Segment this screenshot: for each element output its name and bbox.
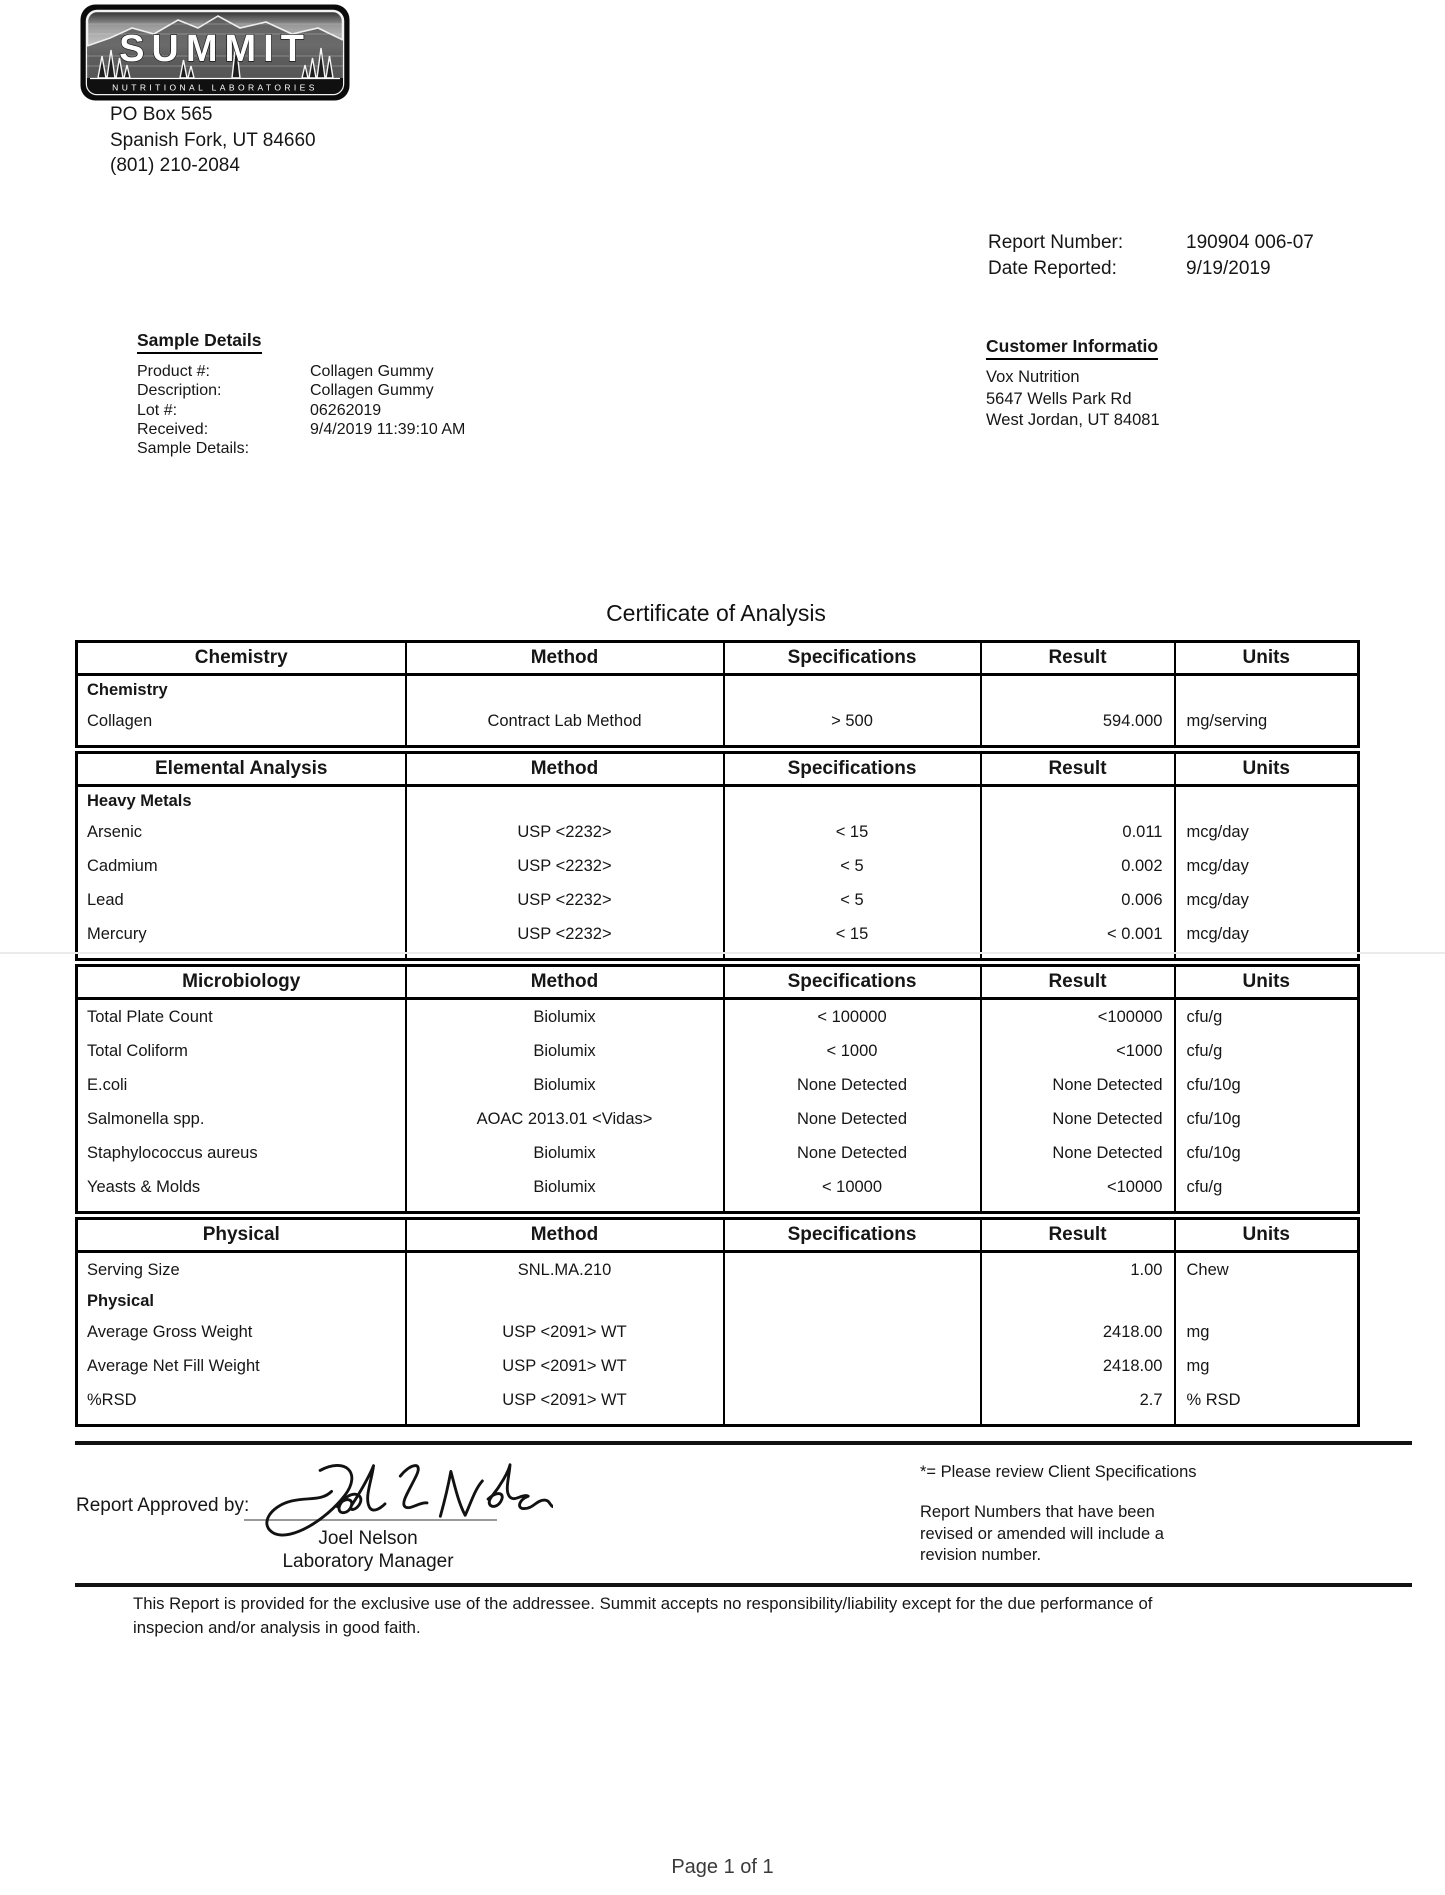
cell-param: Total Plate Count [87,1007,213,1026]
cell-units: cfu/10g [1175,1136,1359,1170]
cell-units: cfu/g [1175,999,1359,1035]
customer-information-section [986,336,1160,432]
cell-units: cfu/g [1175,1170,1359,1204]
spacer-cell [724,1204,981,1213]
cell-result: 0.002 [981,849,1175,883]
sample-details-title: Sample Details [137,330,262,354]
cell-spec: < 10000 [724,1170,981,1204]
report-number-label: Report Number: [988,232,1124,253]
category-row [77,1287,1359,1315]
field-value: Collagen Gummy [310,363,434,380]
spacer-cell [724,1417,981,1426]
signer-title: Laboratory Manager [282,1551,454,1572]
cell-spec: > 500 [724,704,981,738]
coa-table [75,640,1357,1430]
cell-param: Average Gross Weight [87,1322,253,1341]
cell-method: USP <2091> WT [406,1315,724,1349]
spacer-cell [406,1417,724,1426]
result-row [77,883,1359,917]
cell-method: Biolumix [406,999,724,1035]
sample-field [137,420,465,439]
spacer-cell [406,1204,724,1213]
cell-result [981,1287,1175,1315]
column-header: Units [1175,642,1359,675]
cell-units: % RSD [1175,1383,1359,1417]
cell-spec: < 5 [724,849,981,883]
cell-method: Biolumix [406,1034,724,1068]
cell-units: mcg/day [1175,849,1359,883]
divider-rule [75,1441,1412,1445]
field-label: Description: [137,382,222,400]
cell-method: USP <2232> [406,815,724,849]
field-label: Product #: [137,363,210,380]
cell-param: Total Coliform [87,1041,188,1060]
sample-field [137,381,465,400]
column-header: Units [1175,753,1359,786]
header-row [77,966,1359,999]
cell-result: <10000 [981,1170,1175,1204]
header-row [77,753,1359,786]
scan-artifact-line [0,952,1445,954]
cell-result: <1000 [981,1034,1175,1068]
revision-note-line: Report Numbers that have been [920,1503,1155,1521]
cell-units: Chew [1175,1252,1359,1288]
cell-result: 2.7 [981,1383,1175,1417]
result-row [77,1068,1359,1102]
result-row [77,1252,1359,1288]
cell-spec: None Detected [724,1136,981,1170]
address-line: Spanish Fork, UT 84660 [110,129,316,151]
spacer-cell [1175,1417,1359,1426]
cell-units [1175,675,1359,705]
cell-method: Biolumix [406,1170,724,1204]
disclaimer-line: This Report is provided for the exclusive use of the addressee. Summit accepts no responsibility/liability except for the due performance of [133,1594,1153,1613]
cell-param: Salmonella spp. [87,1109,205,1128]
date-reported-label: Date Reported: [988,258,1117,279]
result-row [77,1315,1359,1349]
section-name-header: Elemental Analysis [77,753,406,786]
spacer-cell [724,738,981,747]
revision-note-line: revised or amended will include a [920,1524,1164,1543]
cell-param: Chemistry [87,680,168,699]
cell-method: USP <2091> WT [406,1383,724,1417]
cell-spec: < 1000 [724,1034,981,1068]
cell-units: mcg/day [1175,815,1359,849]
signer-name: Joel Nelson [318,1528,418,1549]
cell-units: mg/serving [1175,704,1359,738]
result-row [77,1102,1359,1136]
field-label: Lot #: [137,401,178,419]
report-number-value: 190904 006-07 [1186,232,1314,253]
coa-section-microbiology [75,964,1360,1214]
spacer-cell [77,1204,406,1213]
date-reported-row [988,256,1314,282]
signature [238,1455,553,1546]
address-line: PO Box 565 [110,104,213,125]
column-header: Specifications [724,966,981,999]
result-row [77,1136,1359,1170]
column-header: Units [1175,966,1359,999]
header-row [77,1219,1359,1252]
cell-units: cfu/10g [1175,1068,1359,1102]
summit-logo [80,4,350,101]
cell-spec: None Detected [724,1068,981,1102]
result-row [77,1170,1359,1204]
disclaimer [133,1592,1152,1639]
cell-result: 2418.00 [981,1349,1175,1383]
cell-units: mcg/day [1175,917,1359,951]
spacer-row [77,1417,1359,1426]
header-row [77,642,1359,675]
cell-result [981,786,1175,816]
result-row [77,999,1359,1035]
spacer-row [77,1204,1359,1213]
cell-param: Serving Size [87,1260,180,1279]
divider-rule [75,1583,1412,1587]
column-header: Specifications [724,753,981,786]
section-name-header: Physical [77,1219,406,1252]
cell-param: Lead [87,890,124,909]
cell-param: Physical [87,1291,154,1310]
cell-result: < 0.001 [981,917,1175,951]
cell-method: Contract Lab Method [406,704,724,738]
cell-method: USP <2232> [406,849,724,883]
section-name-header: Chemistry [77,642,406,675]
spacer-cell [1175,738,1359,747]
cell-result: 594.000 [981,704,1175,738]
cell-result [981,675,1175,705]
column-header: Method [406,753,724,786]
cell-spec: None Detected [724,1102,981,1136]
column-header: Result [981,966,1175,999]
cell-method: USP <2091> WT [406,1349,724,1383]
cell-spec [724,1315,981,1349]
cell-units: mg [1175,1315,1359,1349]
column-header: Method [406,1219,724,1252]
cell-param: %RSD [87,1390,137,1409]
cell-units: mcg/day [1175,883,1359,917]
field-label: Sample Details: [137,440,250,458]
spacer-cell [77,738,406,747]
result-row [77,849,1359,883]
field-value: Collagen Gummy [310,382,434,400]
cell-spec [724,1349,981,1383]
cell-units [1175,1287,1359,1315]
cell-param: Average Net Fill Weight [87,1356,260,1375]
customer-line: 5647 Wells Park Rd [986,389,1132,408]
cell-method: USP <2232> [406,883,724,917]
column-header: Specifications [724,1219,981,1252]
cell-param: Staphylococcus aureus [87,1143,258,1162]
column-header: Result [981,753,1175,786]
cell-method [406,786,724,816]
result-row [77,1383,1359,1417]
cell-param: Collagen [87,711,153,730]
result-row [77,1034,1359,1068]
cell-method: SNL.MA.210 [406,1252,724,1288]
report-approved-by-label: Report Approved by: [76,1495,250,1516]
cell-spec [724,1383,981,1417]
revision-note [920,1502,1164,1567]
cell-result: 0.011 [981,815,1175,849]
cell-param: Arsenic [87,822,143,841]
cell-spec: < 100000 [724,999,981,1035]
cell-param: Heavy Metals [87,791,192,810]
column-header: Result [981,1219,1175,1252]
result-row [77,815,1359,849]
disclaimer-line: inspecion and/or analysis in good faith. [133,1617,421,1637]
column-header: Method [406,642,724,675]
cell-spec: < 15 [724,917,981,951]
lab-address [110,102,316,179]
column-header: Result [981,642,1175,675]
spacer-cell [981,1417,1175,1426]
sample-field [137,362,465,381]
result-row [77,704,1359,738]
customer-line: West Jordan, UT 84081 [986,411,1160,429]
cell-result: None Detected [981,1102,1175,1136]
cell-units: cfu/g [1175,1034,1359,1068]
cell-method [406,1287,724,1315]
cell-units: mg [1175,1349,1359,1383]
coa-section-physical [75,1217,1360,1427]
cell-param: E.coli [87,1075,128,1094]
cell-spec: < 5 [724,883,981,917]
spacer-cell [981,738,1175,747]
cell-result: None Detected [981,1068,1175,1102]
field-value: 9/4/2019 11:39:10 AM [310,420,466,438]
cell-spec [724,1287,981,1315]
column-header: Specifications [724,642,981,675]
sample-field [137,401,465,420]
address-line: (801) 210-2084 [110,155,240,176]
cell-result: 1.00 [981,1252,1175,1288]
cell-method: Biolumix [406,1068,724,1102]
cell-spec [724,675,981,705]
spacer-cell [981,1204,1175,1213]
cell-spec [724,1252,981,1288]
client-spec-note: *= Please review Client Specifications [920,1463,1197,1481]
coa-section-elemental-analysis [75,751,1360,961]
field-label: Received: [137,420,209,438]
column-header: Method [406,966,724,999]
customer-line: Vox Nutrition [986,368,1080,386]
cell-method [406,675,724,705]
cell-result: 0.006 [981,883,1175,917]
category-row [77,675,1359,705]
section-name-header: Microbiology [77,966,406,999]
cell-spec: < 15 [724,815,981,849]
sample-field [137,439,465,458]
cell-result: 2418.00 [981,1315,1175,1349]
page-number: Page 1 of 1 [671,1856,774,1878]
cell-spec [724,786,981,816]
result-row [77,1349,1359,1383]
cell-param: Yeasts & Molds [87,1177,201,1196]
cell-result: None Detected [981,1136,1175,1170]
revision-note-line: revision number. [920,1546,1042,1564]
report-meta [988,230,1314,282]
cell-method: AOAC 2013.01 <Vidas> [406,1102,724,1136]
sample-details-section [137,330,465,458]
report-number-row [988,230,1314,256]
logo-tagline-text: NUTRITIONAL LABORATORIES [112,82,318,93]
cell-param: Cadmium [87,856,158,875]
certificate-title: Certificate of Analysis [606,600,826,626]
logo-brand-text: SUMMIT [119,28,311,70]
result-row [77,917,1359,951]
date-reported-value: 9/19/2019 [1186,258,1271,279]
column-header: Units [1175,1219,1359,1252]
field-value: 06262019 [310,401,382,419]
cell-result: <100000 [981,999,1175,1035]
cell-units: cfu/10g [1175,1102,1359,1136]
spacer-cell [1175,1204,1359,1213]
cell-method: Biolumix [406,1136,724,1170]
spacer-cell [77,1417,406,1426]
cell-method: USP <2232> [406,917,724,951]
spacer-cell [406,738,724,747]
customer-information-title: Customer Informatio [986,336,1158,360]
coa-section-chemistry [75,640,1360,748]
cell-units [1175,786,1359,816]
spacer-row [77,738,1359,747]
category-row [77,786,1359,816]
cell-param: Mercury [87,924,147,943]
